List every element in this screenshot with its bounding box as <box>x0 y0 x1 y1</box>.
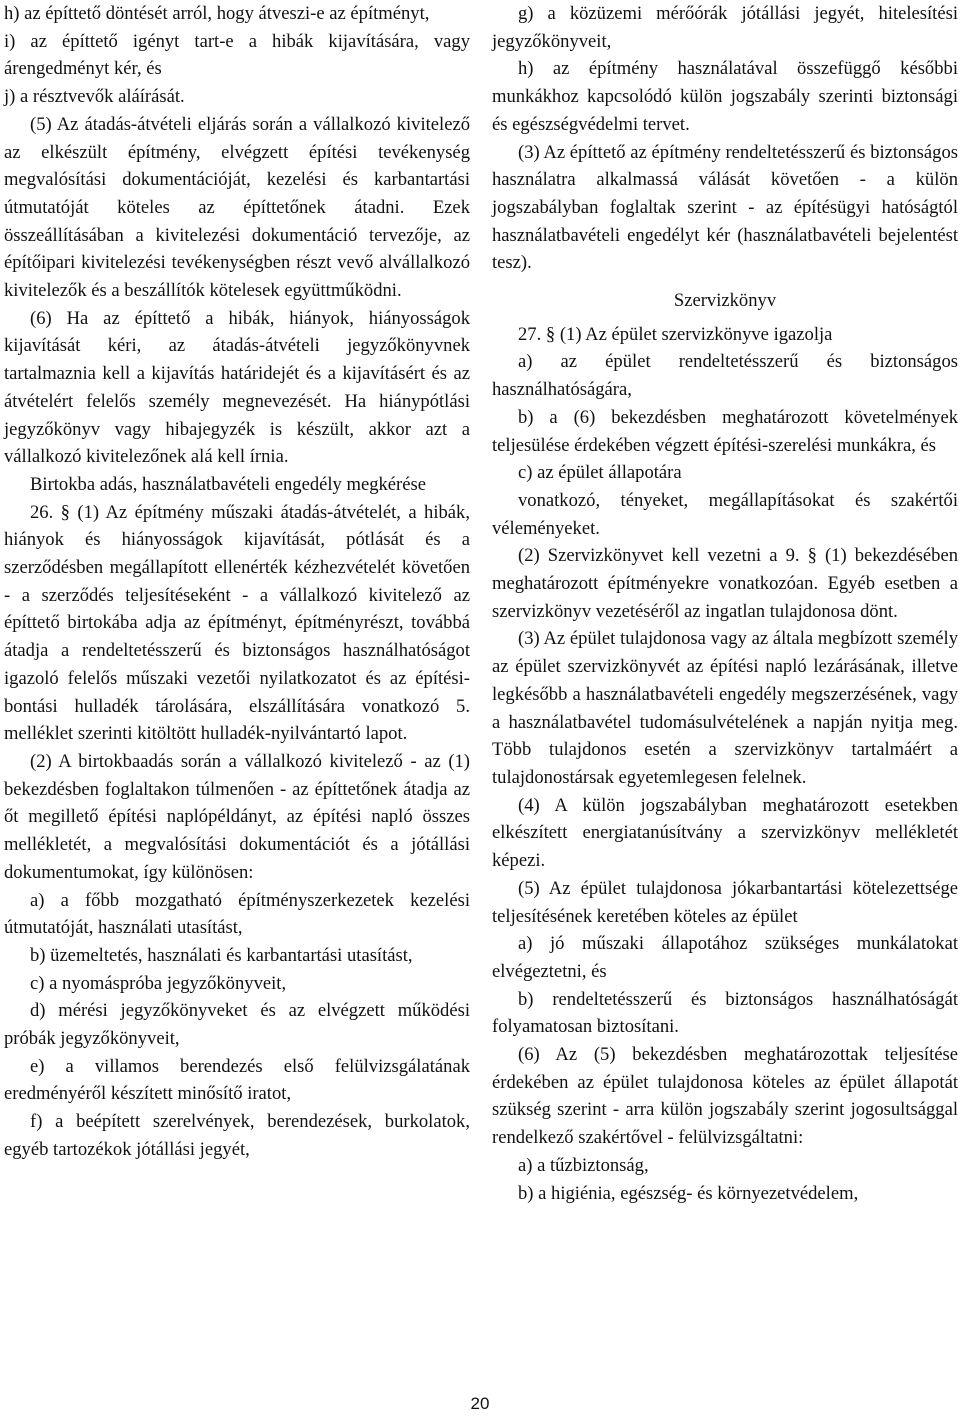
paragraph: 27. § (1) Az épület szervizkönyve igazolja <box>518 323 833 345</box>
list-item: d) mérési jegyzőkönyveket és az elvégzett működési próbák jegyzőkönyveit, <box>4 1000 470 1050</box>
paragraph: (3) Az épület tulajdonosa vagy az általa megbízott személy az épület szervizkönyvét az építési napló lezárásának, illetve legkésőbb a használatbavételi engedély megszerzésének, vagy a használatbavétel tudomásulvételének a napján nyitja meg. Több tulajdonos esetén a szervizkönyv tartalmáért a tulajdonostársak egyetemlegesen felelnek. <box>492 628 958 788</box>
paragraph: (2) Szervizkönyvet kell vezetni a 9. § (1) bekezdésében meghatározott építményekre vonatkozóan. Egyéb esetben a szervizkönyv vezetéséről az ingatlan tulajdonosa dönt. <box>492 545 958 622</box>
paragraph: vonatkozó, tényeket, megállapításokat és szakértői véleményeket. <box>492 489 958 539</box>
list-item: b) üzemeltetés, használati és karbantartási utasítást, <box>30 944 413 966</box>
list-item: a) a tűzbiztonság, <box>518 1154 649 1176</box>
section-heading: Szervizkönyv <box>673 290 777 312</box>
list-item: c) az épület állapotára <box>518 462 682 484</box>
paragraph: j) a résztvevők aláírását. <box>4 86 185 108</box>
paragraph: (2) A birtokbaadás során a vállalkozó kivitelező - az (1) bekezdésben foglaltakon túlmenően - az építtetőnek átadja az őt megillető építési naplópéldányt, az építési napló összes mellékletét, a megvalósítási dokumentációt és a jótállási dokumentumokat, így különösen: <box>4 750 470 883</box>
left-column <box>4 0 470 1164</box>
section-heading: Birtokba adás, használatbavételi engedély megkérése <box>30 473 426 495</box>
list-item: f) a beépített szerelvények, berendezések, burkolatok, egyéb tartozékok jótállási jegyét, <box>4 1111 470 1160</box>
paragraph: (6) Ha az építtető a hibák, hiányok, hiányosságok kijavítását kéri, az átadás-átvételi jegyzőkönyvnek tartalmaznia kell a kijavítás határidejét és a kijavításért és az átvételért felelős személy megnevezését. Ha hiánypótlási jegyzőkönyv vagy hibajegyzék is készült, akkor azt a vállalkozó kivitelezőnek alá kell írnia. <box>4 307 470 468</box>
paragraph: (3) Az építtető az építmény rendeltetésszerű és biztonságos használatra alkalmassá válását követően - a külön jogszabályban foglaltak szerint - az építésügyi hatóságtól használatbavételi engedélyt kér (használatbavételi bejelentést tesz). <box>492 141 958 274</box>
list-item: a) az épület rendeltetésszerű és biztonságos használhatóságára, <box>492 351 958 401</box>
paragraph: (6) Az (5) bekezdésben meghatározottak teljesítése érdekében az épület tulajdonosa köteles az épület állapotát szükség szerint - arra külön jogszabály szerint jogosultsággal rendelkező szakértővel - felülvizsgáltatni: <box>492 1044 958 1149</box>
paragraph: h) az építtető döntését arról, hogy átveszi-e az építményt, <box>4 3 430 24</box>
list-item: h) az építmény használatával összefüggő későbbi munkákhoz kapcsolódó külön jogszabály szerinti biztonsági és egészségvédelmi tervet. <box>492 58 958 135</box>
page-number: 20 <box>470 1394 490 1413</box>
list-item: g) a közüzemi mérőórák jótállási jegyét, hitelesítési jegyzőkönyveit, <box>492 3 958 52</box>
list-item: b) a higiénia, egészség- és környezetvédelem, <box>518 1182 859 1204</box>
list-item: b) rendeltetésszerű és biztonságos használhatóságát folyamatosan biztosítani. <box>492 988 958 1038</box>
list-item: b) a (6) bekezdésben meghatározott követelmények teljesülése érdekében végzett építési-szerelési munkákra, és <box>492 406 958 456</box>
paragraph: (5) Az épület tulajdonosa jókarbantartási kötelezettsége teljesítésének keretében köteles az épület <box>492 877 958 927</box>
list-item: a) jó műszaki állapotához szükséges munkálatokat elvégeztetni, és <box>492 933 958 982</box>
right-column <box>492 0 958 1207</box>
paragraph: i) az építtető igényt tart-e a hibák kijavítására, vagy árengedményt kér, és <box>4 30 470 80</box>
list-item: a) a főbb mozgatható építményszerkezetek kezelési útmutatóját, használati utasítást, <box>4 889 470 939</box>
list-item: c) a nyomáspróba jegyzőkönyveit, <box>30 972 287 994</box>
paragraph: (5) Az átadás-átvételi eljárás során a vállalkozó kivitelező az elkészült építmény, elvégzett építési tevékenység megvalósítási dokumentációját, kezelési és karbantartási útmutatóját köteles az építtetőnek átadni. Ezek összeállításában a kivitelezési dokumentáció tervezője, az építőipari kivitelezési tevékenységben részt vevő alvállalkozó kivitelezők és a beszállítók kötelesek együttműködni. <box>4 113 470 302</box>
paragraph: (4) A külön jogszabályban meghatározott esetekben elkészített energiatanúsítvány a szervizkönyv mellékletét képezi. <box>492 794 958 872</box>
list-item: e) a villamos berendezés első felülvizsgálatának eredményéről készített minősítő iratot, <box>4 1055 470 1105</box>
paragraph: 26. § (1) Az építmény műszaki átadás-átvételét, a hibák, hiányok és hiányosságok kijavítását, pótlását és a szerződésben megállapított ellenérték kézhezvételét követően - a szerződés teljesítéseként - a vállalkozó kivitelező az építtető birtokába adja az építményt, építményrészt, továbbá átadja a rendeltetésszerű és biztonságos használhatóságot igazoló felelős műszaki vezetői nyilatkozatot és az építési-bontási hulladék tárolására, elszállítására vonatkozó 5. melléklet szerinti kitöltött hulladék-nyilvántartó lapot. <box>4 501 470 745</box>
